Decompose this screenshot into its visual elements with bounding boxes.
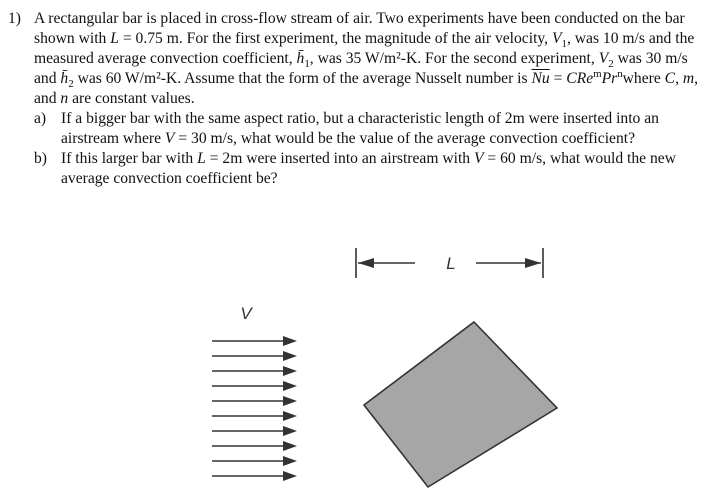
statement-text: , was 10 m/s and the measured average convection coefficient, [34,30,695,67]
separator: , and [34,70,699,107]
velocity-2-subscript: 2 [608,58,614,71]
problem-number: 1) [8,10,21,27]
reynolds-symbol: Re [576,70,594,87]
equals-sign: = [549,70,567,87]
dimension-left-arrowhead [358,258,374,268]
part-a-label: a) [34,110,47,127]
variable-m: m [682,70,695,87]
h2-symbol: h̄ [60,70,69,87]
h1-symbol: h̄ [296,50,305,67]
length-symbol: L [197,150,206,167]
velocity-symbol: V [164,130,175,147]
flow-arrow [212,381,297,391]
velocity-symbol: V [474,150,484,167]
part-b-label: b) [34,150,47,167]
statement-text: A rectangular bar is placed in cross-flow stream of air. Two experiments have been conducted on the bar shown with [34,10,685,47]
separator: , [675,70,683,87]
nusselt-symbol: $\overline{Nu}$ [531,70,550,87]
statement-text: , was 35 W/m²-K. For the second experiment, [309,50,599,67]
velocity-1-subscript: 1 [561,38,567,51]
velocity-label: V [240,304,252,323]
statement-text: where [622,70,665,87]
h1-subscript: 1 [304,58,310,71]
flow-arrow [212,456,297,466]
prandtl-symbol: Pr [601,70,618,87]
flow-arrows [212,336,297,481]
flow-arrow [212,441,297,451]
variable-c: C [664,70,676,87]
length-symbol: L [110,30,119,47]
length-label: L [446,254,456,273]
flow-arrow [212,471,297,481]
length-dimension [356,248,543,278]
part-text: If this larger bar with [61,150,198,167]
rectangular-bar [364,322,557,487]
statement-text: was 30 m/s and [34,50,688,87]
flow-arrow [212,396,297,406]
flow-arrow [212,351,297,361]
statement-text: = 0.75 m. For the first experiment, the magnitude of the air velocity, [118,30,552,47]
part-text: = 60 m/s, what would the new average convection coefficient be? [61,150,676,187]
exponent-n: n [617,67,623,80]
flow-arrow [212,411,297,421]
h2-subscript: 2 [68,78,74,91]
statement-text: are constant values. [68,90,195,107]
flow-arrow [212,366,297,376]
part-text: = 30 m/s, what would be the value of the average convection coefficient? [174,130,635,147]
exponent-m: m [593,67,602,80]
velocity-2-symbol: V [598,50,609,67]
dimension-right-arrowhead [525,258,541,268]
flow-arrow [212,336,297,346]
statement-text: was 60 W/m²-K. Assume that the form of the average Nusselt number is [73,70,532,87]
constant-c: C [566,70,577,87]
variable-n: n [60,90,69,107]
part-text: If a bigger bar with the same aspect ratio, but a characteristic length of 2m were inserted into an airstream where [61,110,659,147]
flow-arrow [212,426,297,436]
velocity-1-symbol: V [551,30,562,47]
part-text: = 2m were inserted into an airstream with [205,150,474,167]
